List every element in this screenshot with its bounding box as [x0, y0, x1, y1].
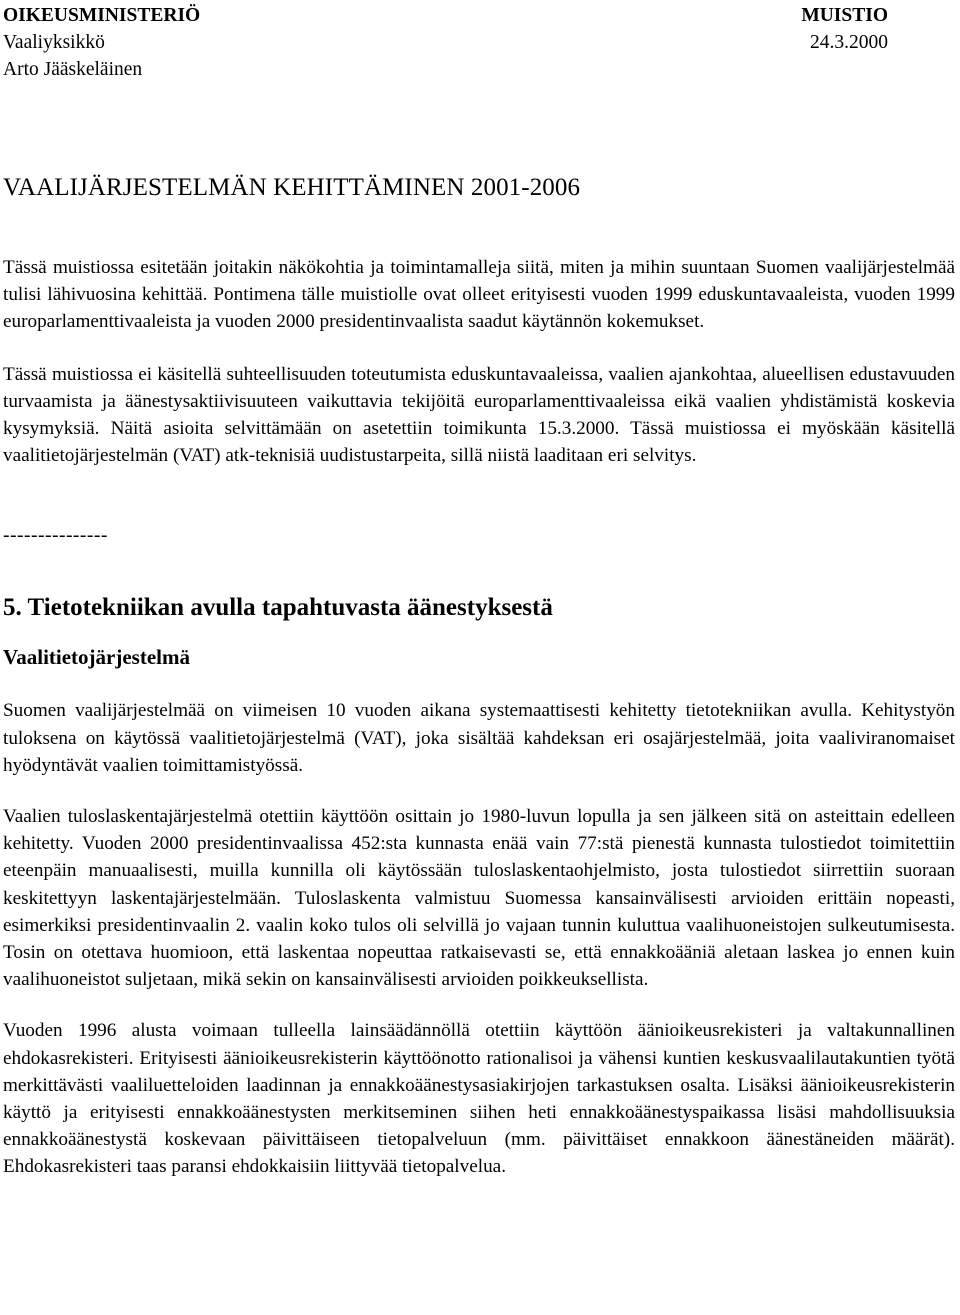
document-type: MUISTIO — [801, 5, 888, 26]
separator-line: --------------- — [3, 525, 108, 547]
ministry-name: OIKEUSMINISTERIÖ — [3, 5, 201, 26]
section-paragraph: Suomen vaalijärjestelmää on viimeisen 10 vuoden aikana systemaattisesti kehitetty tietotekniikan avulla. Kehitystyön tuloksena on käytössä vaalitietojärjestelmä (VAT), joka sisältää kahdeksan eri osajärjestelmää, joita vaaliviranomaiset hyödyntävät vaalien toimittamistyössä. — [3, 700, 955, 776]
header-line-1 — [3, 2, 888, 29]
intro-paragraph: Tässä muistiossa esitetään joitakin näkökohtia ja toimintamalleja siitä, miten ja mihin suuntaan Suomen vaalijärjestelmää tulisi lähivuosina kehittää. Pontimena tälle muistiolle ovat olleet erityisesti vuoden 1999 eduskuntavaaleista, vuoden 1999 europarlamenttivaaleista ja vuoden 2000 presidentinvaalista saadut käytännön kokemukset. — [3, 257, 955, 333]
section-paragraph: Vaalien tuloslaskentajärjestelmä otettiin käyttöön osittain jo 1980-luvun lopulla ja sen jälkeen sitä on asteittain edelleen kehitetty. Vuoden 2000 presidentinvaalissa 452:sta kunnasta enää vain 77:stä pienestä kunnasta tulostiedot toimitettiin eteenpäin manuaalisesti, muilla kunnilla oli käytössään tuloslaskentaohjelmisto, josta tulostiedot siirrettiin suoraan keskitettyyn laskentajärjestelmään. Tuloslaskenta valmistuu Suomessa kansainvälisesti arvioiden erittäin nopeasti, esimerkiksi presidentinvaalin 2. vaalin koko tulos oli selvillä jo vajaan tunnin kuluttua vaalihuoneistojen sulkeutumisesta. Tosin on otettava huomioon, että laskentaa nopeuttaa ratkaisevasti se, että ennakkoääniä aletaan laskea jo ennen kuin vaalihuoneistot suljetaan, mikä sekin on kansainvälisesti arvioiden poikkeuksellista. — [3, 806, 955, 991]
unit-name: Vaaliyksikkö — [3, 32, 105, 53]
author-name: Arto Jääskeläinen — [3, 59, 143, 80]
header-line-2 — [3, 29, 888, 56]
document-title: VAALIJÄRJESTELMÄN KEHITTÄMINEN 2001-2006 — [3, 174, 581, 201]
intro-paragraph: Tässä muistiossa ei käsitellä suhteellisuuden toteutumista eduskuntavaaleissa, vaalien ajankohtaa, alueellisen edustavuuden turvaamista ja äänestysaktiivisuuteen vaikuttavia tekijöitä europarlamenttivaaleissa eikä vaalien yhdistämistä koskevia kysymyksiä. Näitä asioita selvittämään on asetettiin toimikunta 15.3.2000. Tässä muistiossa ei myöskään käsitellä vaalitietojärjestelmän (VAT) atk-teknisiä uudistustarpeita, sillä niistä laaditaan eri selvitys. — [3, 363, 955, 467]
document-date: 24.3.2000 — [810, 32, 888, 53]
memo-page — [3, 0, 955, 1181]
section-subheading: Vaalitietojärjestelmä — [3, 645, 190, 670]
section-paragraph: Vuoden 1996 alusta voimaan tulleella lainsäädännöllä otettiin käyttöön äänioikeusrekisteri ja valtakunnallinen ehdokasrekisteri. Erityisesti äänioikeusrekisterin käyttöönotto rationalisoi ja vähensi kuntien keskusvaalilautakuntien työtä merkittävästi vaaliluetteloiden laadinnan ja ennakkoäänestysasiakirjojen tarkastuksen osalta. Lisäksi äänioikeusrekisterin käyttö ja erityisesti ennakkoäänestysten merkitseminen siihen heti ennakkoäänestyspaikassa lisäsi mahdollisuuksia ennakkoäänestystä koskevaan päivittäiseen tietopalveluun (mm. päivittäiset ennakkoon äänestäneiden määrät). Ehdokasrekisteri taas paransi ehdokkaisiin liittyvää tietopalvelua. — [3, 1020, 955, 1178]
section-title: 5. Tietotekniikan avulla tapahtuvasta äänestyksestä — [3, 594, 553, 622]
